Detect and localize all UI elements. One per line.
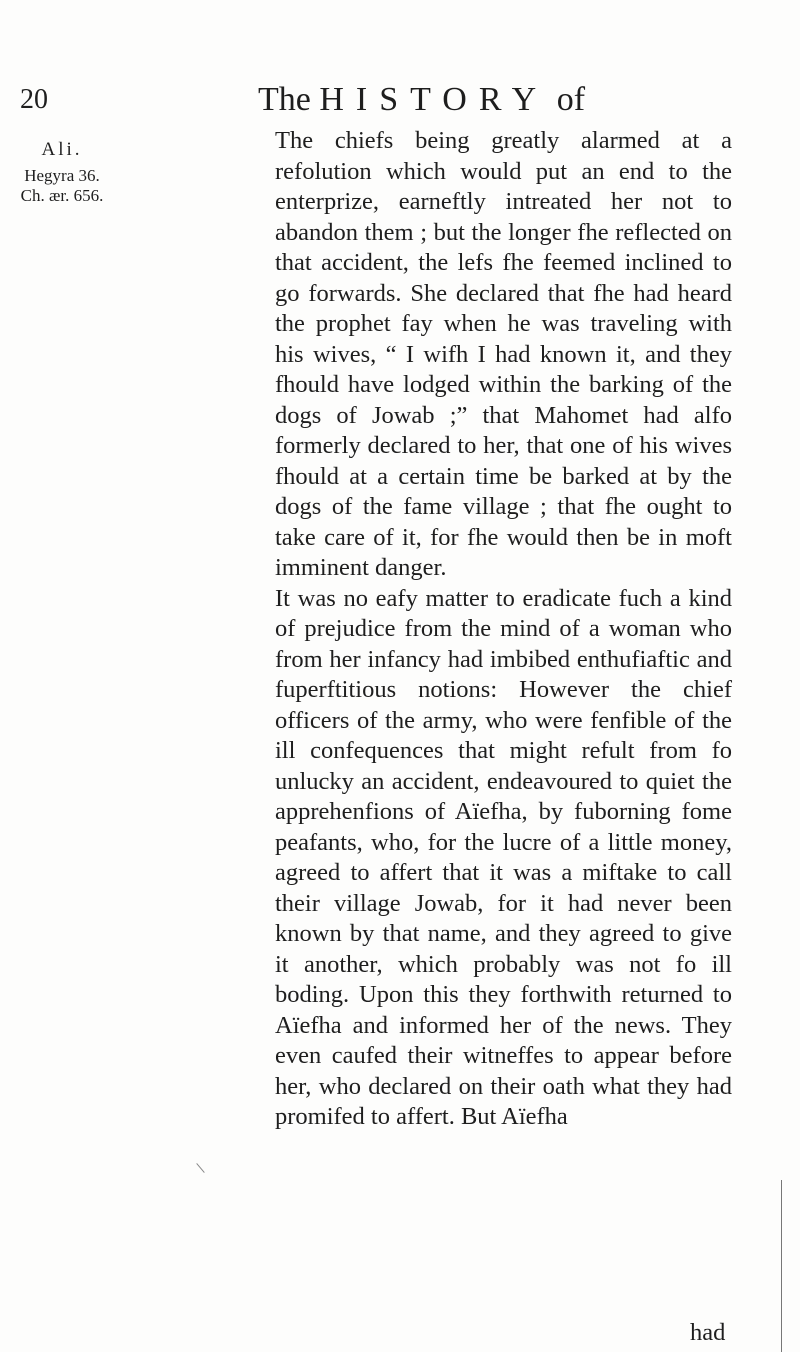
running-head-title: HISTORY [319,81,549,118]
margin-note-name: Ali. [41,139,83,160]
page-number: 20 [20,84,48,115]
running-head [258,82,585,118]
paragraph-2: It was no eafy matter to eradicate fuch a kind of prejudice from the mind of a woman who from her infancy had imbibed enthufiaftic and fuperftitious notions: However the chief officers of the army, who were fenfible of the ill confequences that might refult from fo unlucky an accident, endeavoured to quiet the apprehenfions of Aïefha, by fuborning fome peafants, who, for the lucre of a little money, agreed to affert that it was a miftake to call their village Jowab, for it had never been known by that name, and they agreed to give it another, which probably was not fo ill boding. Upon this they forthwith returned to Aïefha and informed her of the news. They even caufed their witneffes to appear before her, who declared on their oath what they had promifed to affert. But Aïefha [275,584,732,1130]
page-edge-line [781,1180,782,1352]
catchword: had [690,1319,726,1346]
margin-note-line-1: Hegyra 36. [24,166,100,185]
margin-note-line-2: Ch. ær. 656. [20,186,104,205]
running-head-suffix: of [556,81,586,118]
body-text [275,126,732,1133]
paragraph-1: The chiefs being greatly alarmed at a refolution which would put an end to the enterprize, earneftly intreated her not to abandon them ; but the longer fhe reflected on that accident, the lefs fhe feemed inclined to go forwards. She declared that fhe had heard the prophet fay when he was traveling with his wives, “ I wifh I had known it, and they fhould have lodged within the barking of the dogs of Jowab ;” that Mahomet had alfo formerly declared to her, that one of his wives fhould at a certain time be barked at by the dogs of the fame village ; that fhe ought to take care of it, for fhe would then be in moft imminent danger. [275,127,732,581]
stray-mark [196,1163,204,1173]
margin-note [12,140,112,206]
running-head-prefix: The [258,81,311,118]
